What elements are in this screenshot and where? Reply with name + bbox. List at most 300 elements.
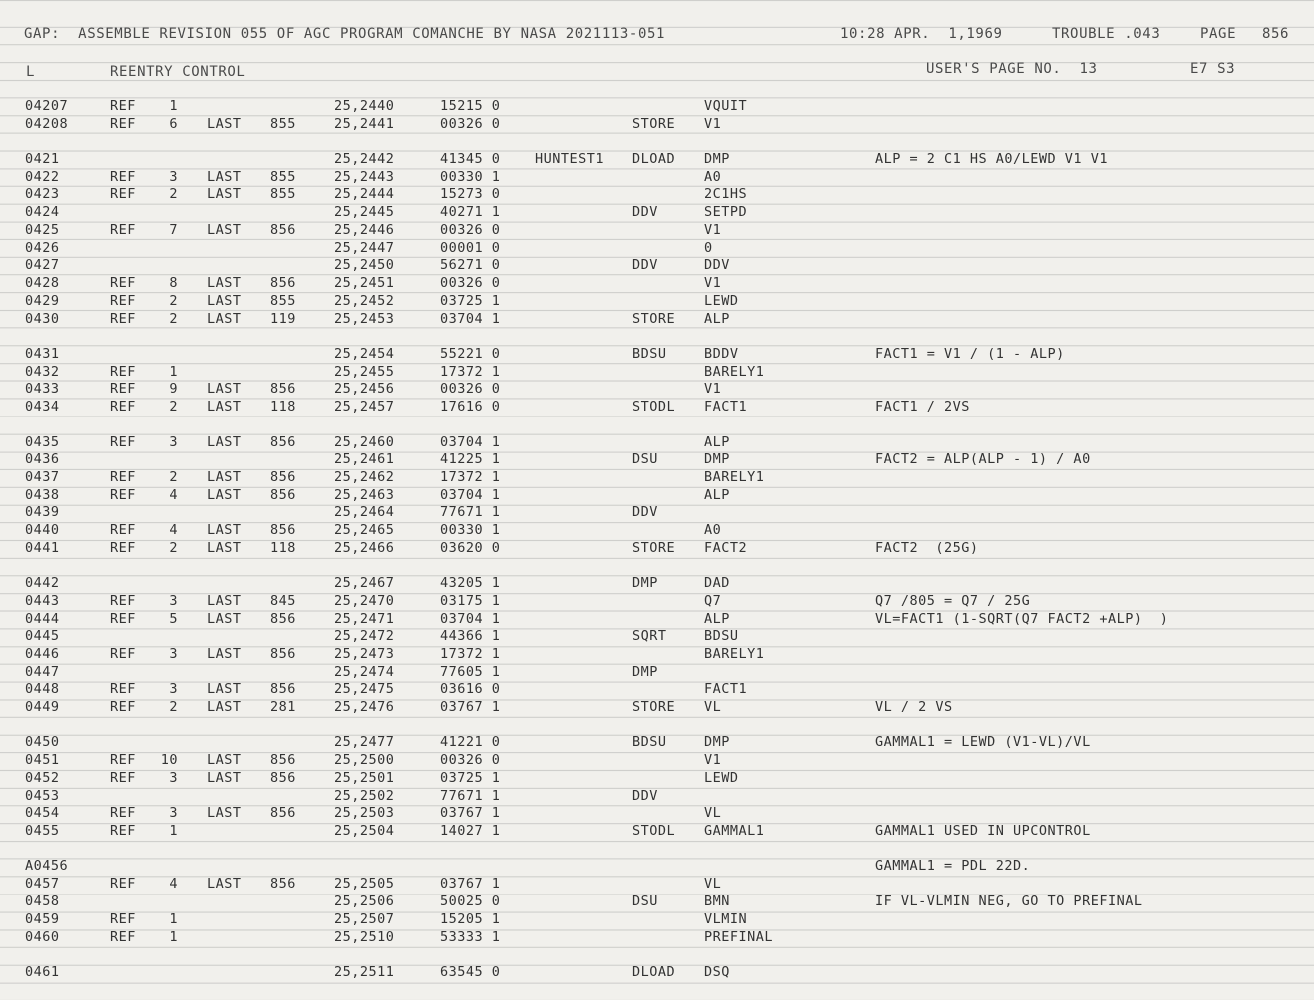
octal-word: 00330 1 (440, 522, 501, 538)
address: 25,2477 (334, 734, 395, 750)
last-page: 855 (270, 116, 296, 132)
line-number: 0454 (25, 805, 60, 821)
last-page: 281 (270, 699, 296, 715)
comment: FACT2 = ALP(ALP - 1) / A0 (875, 451, 1091, 467)
last-page: 856 (270, 469, 296, 485)
ref-tag: REF (110, 311, 136, 327)
last-page: 855 (270, 169, 296, 185)
address: 25,2506 (334, 893, 395, 909)
address: 25,2471 (334, 611, 395, 627)
octal-word: 03620 0 (440, 540, 501, 556)
address: 25,2511 (334, 964, 395, 980)
line-number: 0441 (25, 540, 60, 556)
address: 25,2474 (334, 664, 395, 680)
last-tag: LAST (207, 487, 242, 503)
last-page: 856 (270, 646, 296, 662)
ref-tag: REF (110, 469, 136, 485)
ref-tag: REF (110, 911, 136, 927)
last-tag: LAST (207, 399, 242, 415)
ref-count: 2 (169, 699, 178, 715)
ref-count: 4 (169, 487, 178, 503)
ref-count: 1 (169, 911, 178, 927)
octal-word: 00001 0 (440, 240, 501, 256)
operand: FACT1 (704, 399, 748, 415)
ref-count: 1 (169, 823, 178, 839)
ref-tag: REF (110, 752, 136, 768)
last-tag: LAST (207, 699, 242, 715)
ref-count: 3 (169, 770, 178, 786)
ref-tag: REF (110, 275, 136, 291)
ref-count: 3 (169, 805, 178, 821)
operand: BARELY1 (704, 469, 765, 485)
ref-count: 3 (169, 434, 178, 450)
line-number: 0457 (25, 876, 60, 892)
operand: ALP (704, 487, 730, 503)
ref-tag: REF (110, 186, 136, 202)
operand: A0 (704, 522, 722, 538)
octal-word: 00326 0 (440, 752, 501, 768)
line-number: 0432 (25, 364, 60, 380)
opcode: DLOAD (632, 151, 676, 167)
ref-count: 4 (169, 876, 178, 892)
ref-count: 3 (169, 593, 178, 609)
last-tag: LAST (207, 293, 242, 309)
ref-count: 2 (169, 469, 178, 485)
ref-count: 8 (169, 275, 178, 291)
comment: Q7 /805 = Q7 / 25G (875, 593, 1031, 609)
line-number: 0444 (25, 611, 60, 627)
comment: IF VL-VLMIN NEG, GO TO PREFINAL (875, 893, 1143, 909)
ref-count: 6 (169, 116, 178, 132)
address: 25,2457 (334, 399, 395, 415)
octal-word: 03767 1 (440, 699, 501, 715)
operand: 2C1HS (704, 186, 748, 202)
last-tag: LAST (207, 116, 242, 132)
address: 25,2447 (334, 240, 395, 256)
ref-tag: REF (110, 699, 136, 715)
line-number: 0458 (25, 893, 60, 909)
last-tag: LAST (207, 752, 242, 768)
line-number: 0431 (25, 346, 60, 362)
address: 25,2462 (334, 469, 395, 485)
octal-word: 44366 1 (440, 628, 501, 644)
ref-count: 2 (169, 540, 178, 556)
line-number: 0455 (25, 823, 60, 839)
line-number: 0452 (25, 770, 60, 786)
last-page: 856 (270, 752, 296, 768)
ref-tag: REF (110, 593, 136, 609)
address: 25,2510 (334, 929, 395, 945)
operand: ALP (704, 311, 730, 327)
last-page: 856 (270, 805, 296, 821)
last-tag: LAST (207, 186, 242, 202)
line-number: 0460 (25, 929, 60, 945)
operand: A0 (704, 169, 722, 185)
line-number: 0429 (25, 293, 60, 309)
last-page: 856 (270, 487, 296, 503)
last-tag: LAST (207, 311, 242, 327)
octal-word: 77671 1 (440, 504, 501, 520)
comment: VL / 2 VS (875, 699, 953, 715)
octal-word: 55221 0 (440, 346, 501, 362)
ref-tag: REF (110, 222, 136, 238)
line-number: 0440 (25, 522, 60, 538)
line-number: 0433 (25, 381, 60, 397)
last-page: 118 (270, 399, 296, 415)
operand: DMP (704, 151, 730, 167)
address: 25,2504 (334, 823, 395, 839)
section-code: E7 S3 (1190, 61, 1236, 77)
octal-word: 17372 1 (440, 469, 501, 485)
last-tag: LAST (207, 434, 242, 450)
opcode: DSU (632, 893, 658, 909)
octal-word: 00326 0 (440, 116, 501, 132)
line-number: 0434 (25, 399, 60, 415)
address: 25,2500 (334, 752, 395, 768)
line-number: 0461 (25, 964, 60, 980)
section-title: REENTRY CONTROL (110, 64, 246, 80)
ref-tag: REF (110, 929, 136, 945)
line-number: 0427 (25, 257, 60, 273)
opcode: DLOAD (632, 964, 676, 980)
line-number: 0437 (25, 469, 60, 485)
line-number: 0449 (25, 699, 60, 715)
opcode: DDV (632, 504, 658, 520)
address: 25,2472 (334, 628, 395, 644)
operand: BDDV (704, 346, 739, 362)
address: 25,2501 (334, 770, 395, 786)
last-tag: LAST (207, 540, 242, 556)
ref-tag: REF (110, 116, 136, 132)
operand: Q7 (704, 593, 722, 609)
line-number: 0450 (25, 734, 60, 750)
operand: FACT2 (704, 540, 748, 556)
ref-count: 4 (169, 522, 178, 538)
comment: FACT2 (25G) (875, 540, 979, 556)
ref-tag: REF (110, 434, 136, 450)
octal-word: 41345 0 (440, 151, 501, 167)
line-number: 0425 (25, 222, 60, 238)
address: 25,2444 (334, 186, 395, 202)
last-tag: LAST (207, 611, 242, 627)
operand: V1 (704, 752, 722, 768)
opcode: STODL (632, 399, 676, 415)
octal-word: 03767 1 (440, 876, 501, 892)
address: 25,2464 (334, 504, 395, 520)
address: 25,2443 (334, 169, 395, 185)
listing-datetime: 10:28 APR. 1,1969 (840, 26, 1003, 42)
last-tag: LAST (207, 646, 242, 662)
opcode: BDSU (632, 346, 667, 362)
ref-count: 3 (169, 169, 178, 185)
line-number: 0447 (25, 664, 60, 680)
comment: VL=FACT1 (1-SQRT(Q7 FACT2 +ALP) ) (875, 611, 1169, 627)
last-tag: LAST (207, 770, 242, 786)
octal-word: 77671 1 (440, 788, 501, 804)
last-page: 855 (270, 186, 296, 202)
line-number: 0430 (25, 311, 60, 327)
octal-word: 03704 1 (440, 434, 501, 450)
address: 25,2463 (334, 487, 395, 503)
line-number: 04208 (25, 116, 69, 132)
line-number: 0423 (25, 186, 60, 202)
ref-tag: REF (110, 646, 136, 662)
operand: 0 (704, 240, 713, 256)
opcode: SQRT (632, 628, 667, 644)
operand: LEWD (704, 770, 739, 786)
last-page: 118 (270, 540, 296, 556)
operand: VL (704, 699, 722, 715)
opcode: STORE (632, 311, 676, 327)
operand: BARELY1 (704, 364, 765, 380)
operand: DAD (704, 575, 730, 591)
line-number: 0445 (25, 628, 60, 644)
octal-word: 00326 0 (440, 381, 501, 397)
address: 25,2442 (334, 151, 395, 167)
ref-tag: REF (110, 611, 136, 627)
last-page: 856 (270, 681, 296, 697)
opcode: DDV (632, 204, 658, 220)
opcode: DDV (632, 788, 658, 804)
last-page: 856 (270, 876, 296, 892)
octal-word: 03725 1 (440, 293, 501, 309)
section-marker: L (26, 64, 36, 80)
ref-count: 1 (169, 364, 178, 380)
comment: GAMMAL1 = LEWD (V1-VL)/VL (875, 734, 1091, 750)
address: 25,2460 (334, 434, 395, 450)
last-tag: LAST (207, 169, 242, 185)
comment: FACT1 = V1 / (1 - ALP) (875, 346, 1065, 362)
octal-word: 00326 0 (440, 275, 501, 291)
ref-tag: REF (110, 522, 136, 538)
opcode: STORE (632, 116, 676, 132)
ref-count: 7 (169, 222, 178, 238)
ref-count: 1 (169, 929, 178, 945)
opcode: BDSU (632, 734, 667, 750)
line-number: 0459 (25, 911, 60, 927)
operand: ALP (704, 434, 730, 450)
address: 25,2455 (334, 364, 395, 380)
last-page: 119 (270, 311, 296, 327)
address: 25,2450 (334, 257, 395, 273)
opcode: DDV (632, 257, 658, 273)
operand: DMP (704, 451, 730, 467)
octal-word: 17372 1 (440, 646, 501, 662)
operand: VL (704, 805, 722, 821)
line-number: 0451 (25, 752, 60, 768)
octal-word: 41221 0 (440, 734, 501, 750)
line-number: 0422 (25, 169, 60, 185)
ref-count: 3 (169, 646, 178, 662)
ref-count: 2 (169, 186, 178, 202)
line-number: 0443 (25, 593, 60, 609)
opcode: DSU (632, 451, 658, 467)
octal-word: 03704 1 (440, 611, 501, 627)
ref-tag: REF (110, 293, 136, 309)
ref-tag: REF (110, 399, 136, 415)
octal-word: 56271 0 (440, 257, 501, 273)
line-number: 0428 (25, 275, 60, 291)
octal-word: 43205 1 (440, 575, 501, 591)
last-tag: LAST (207, 222, 242, 238)
last-tag: LAST (207, 522, 242, 538)
address: 25,2453 (334, 311, 395, 327)
users-page-number: USER'S PAGE NO. 13 (926, 61, 1098, 77)
ref-tag: REF (110, 823, 136, 839)
octal-word: 53333 1 (440, 929, 501, 945)
address: 25,2461 (334, 451, 395, 467)
octal-word: 15215 0 (440, 98, 501, 114)
line-number: 0438 (25, 487, 60, 503)
address: 25,2503 (334, 805, 395, 821)
octal-word: 15273 0 (440, 186, 501, 202)
last-page: 856 (270, 222, 296, 238)
address: 25,2502 (334, 788, 395, 804)
octal-word: 03767 1 (440, 805, 501, 821)
operand: LEWD (704, 293, 739, 309)
operand: PREFINAL (704, 929, 774, 945)
line-number: 04207 (25, 98, 69, 114)
last-page: 855 (270, 293, 296, 309)
ref-tag: REF (110, 805, 136, 821)
ref-tag: REF (110, 169, 136, 185)
opcode: DMP (632, 664, 658, 680)
line-number: A0456 (25, 858, 69, 874)
operand: VQUIT (704, 98, 748, 114)
address: 25,2454 (334, 346, 395, 362)
octal-word: 77605 1 (440, 664, 501, 680)
operand: VL (704, 876, 722, 892)
ref-count: 5 (169, 611, 178, 627)
last-tag: LAST (207, 681, 242, 697)
operand: V1 (704, 116, 722, 132)
address: 25,2465 (334, 522, 395, 538)
octal-word: 03175 1 (440, 593, 501, 609)
ref-count: 1 (169, 98, 178, 114)
page-label: PAGE (1200, 26, 1237, 42)
last-tag: LAST (207, 593, 242, 609)
ref-tag: REF (110, 876, 136, 892)
operand: V1 (704, 381, 722, 397)
address: 25,2445 (334, 204, 395, 220)
comment: GAMMAL1 USED IN UPCONTROL (875, 823, 1091, 839)
last-page: 856 (270, 381, 296, 397)
address: 25,2507 (334, 911, 395, 927)
address: 25,2441 (334, 116, 395, 132)
ref-count: 2 (169, 293, 178, 309)
comment: FACT1 / 2VS (875, 399, 970, 415)
operand: GAMMAL1 (704, 823, 765, 839)
ref-tag: REF (110, 364, 136, 380)
line-number: 0424 (25, 204, 60, 220)
operand: V1 (704, 275, 722, 291)
label: HUNTEST1 (535, 151, 605, 167)
octal-word: 03725 1 (440, 770, 501, 786)
address: 25,2456 (334, 381, 395, 397)
address: 25,2440 (334, 98, 395, 114)
ref-tag: REF (110, 381, 136, 397)
operand: DSQ (704, 964, 730, 980)
line-number: 0448 (25, 681, 60, 697)
page-number: 856 (1262, 26, 1290, 42)
address: 25,2473 (334, 646, 395, 662)
last-page: 845 (270, 593, 296, 609)
octal-word: 03704 1 (440, 311, 501, 327)
line-number: 0436 (25, 451, 60, 467)
comment: ALP = 2 C1 HS A0/LEWD V1 V1 (875, 151, 1108, 167)
operand: DMP (704, 734, 730, 750)
opcode: STODL (632, 823, 676, 839)
octal-word: 03704 1 (440, 487, 501, 503)
line-number: 0453 (25, 788, 60, 804)
trouble-code: TROUBLE .043 (1052, 26, 1161, 42)
comment: GAMMAL1 = PDL 22D. (875, 858, 1031, 874)
address: 25,2446 (334, 222, 395, 238)
address: 25,2452 (334, 293, 395, 309)
opcode: STORE (632, 540, 676, 556)
operand: FACT1 (704, 681, 748, 697)
operand: SETPD (704, 204, 748, 220)
address: 25,2451 (334, 275, 395, 291)
octal-word: 50025 0 (440, 893, 501, 909)
ref-tag: REF (110, 98, 136, 114)
operand: ALP (704, 611, 730, 627)
octal-word: 17616 0 (440, 399, 501, 415)
last-tag: LAST (207, 469, 242, 485)
operand: VLMIN (704, 911, 748, 927)
octal-word: 03616 0 (440, 681, 501, 697)
address: 25,2466 (334, 540, 395, 556)
listing-title: GAP: ASSEMBLE REVISION 055 OF AGC PROGRAM COMANCHE BY NASA 2021113-051 (24, 26, 666, 42)
ref-tag: REF (110, 681, 136, 697)
address: 25,2467 (334, 575, 395, 591)
opcode: STORE (632, 699, 676, 715)
last-tag: LAST (207, 805, 242, 821)
ref-count: 2 (169, 311, 178, 327)
line-number: 0421 (25, 151, 60, 167)
octal-word: 00326 0 (440, 222, 501, 238)
opcode: DMP (632, 575, 658, 591)
octal-word: 40271 1 (440, 204, 501, 220)
ref-tag: REF (110, 770, 136, 786)
address: 25,2470 (334, 593, 395, 609)
address: 25,2505 (334, 876, 395, 892)
octal-word: 63545 0 (440, 964, 501, 980)
octal-word: 14027 1 (440, 823, 501, 839)
operand: DDV (704, 257, 730, 273)
operand: BDSU (704, 628, 739, 644)
line-number: 0442 (25, 575, 60, 591)
operand: V1 (704, 222, 722, 238)
last-tag: LAST (207, 381, 242, 397)
last-page: 856 (270, 611, 296, 627)
octal-word: 00330 1 (440, 169, 501, 185)
octal-word: 15205 1 (440, 911, 501, 927)
ref-count: 9 (169, 381, 178, 397)
ref-tag: REF (110, 540, 136, 556)
last-page: 856 (270, 275, 296, 291)
operand: BMN (704, 893, 730, 909)
last-page: 856 (270, 770, 296, 786)
ref-count: 10 (160, 752, 178, 768)
line-number: 0439 (25, 504, 60, 520)
ref-count: 3 (169, 681, 178, 697)
operand: BARELY1 (704, 646, 765, 662)
line-number: 0435 (25, 434, 60, 450)
line-number: 0426 (25, 240, 60, 256)
line-number: 0446 (25, 646, 60, 662)
last-page: 856 (270, 434, 296, 450)
